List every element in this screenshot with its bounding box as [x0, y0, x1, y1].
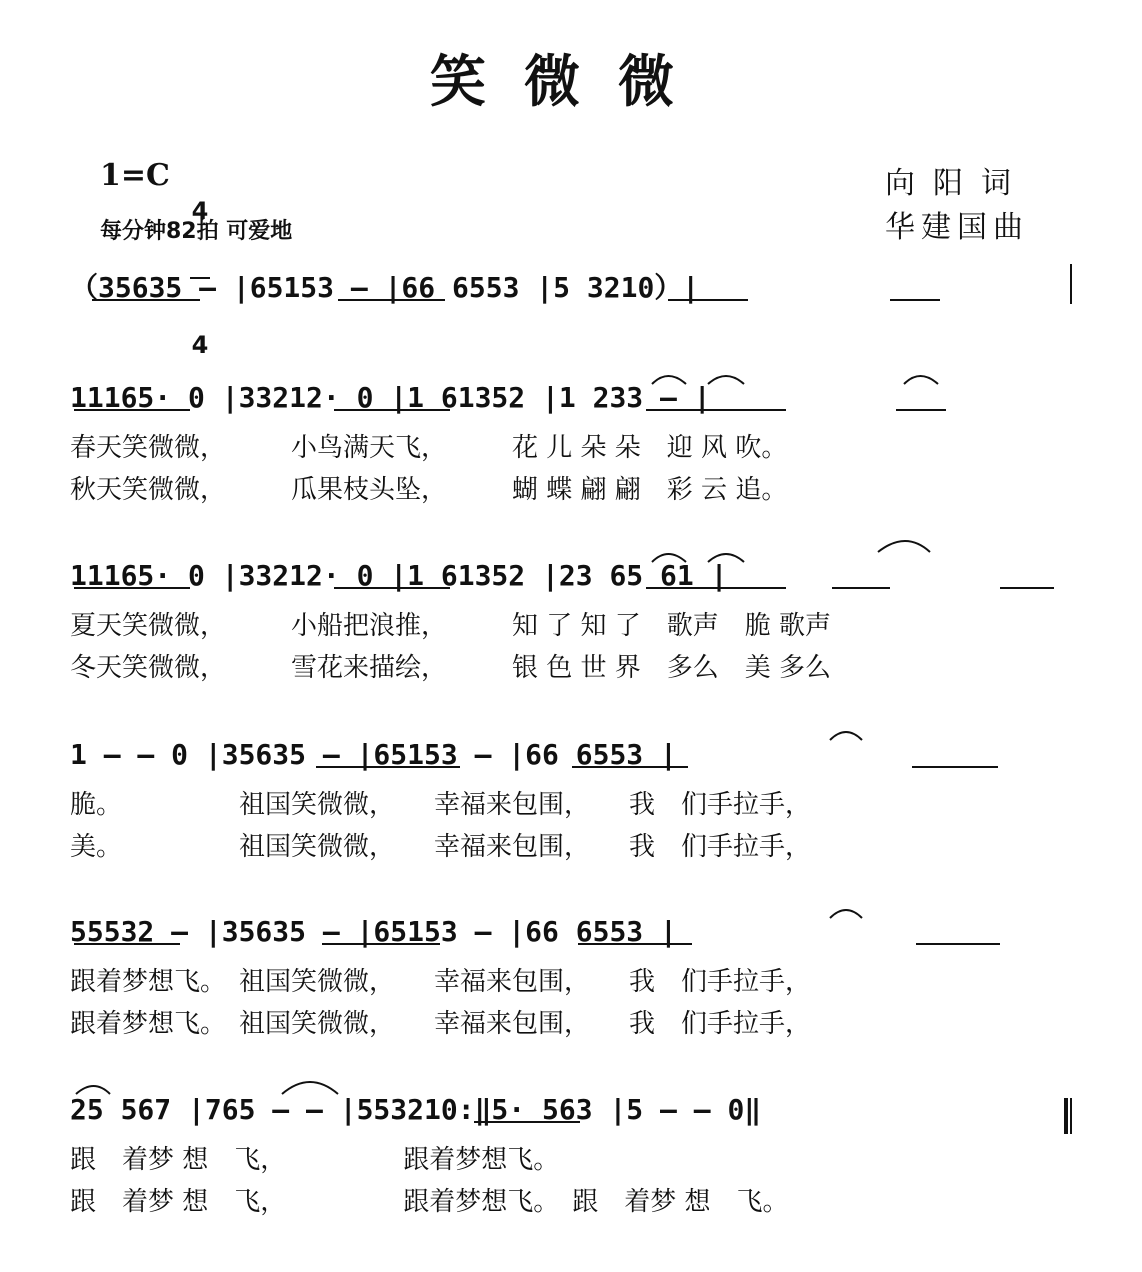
lyric-verse-1: 春天笑微微， 小鸟满天飞， 花 儿 朵 朵 迎 风 吹。 [70, 433, 788, 463]
notation-line: 11165· 0 |33212· 0 |1 61352 |23 65 61 | [70, 559, 728, 592]
slur-mark [708, 554, 744, 562]
slur-mark [76, 1086, 110, 1094]
notation-line: 25 567 |765 – – |553210:‖5· 563 |5 – – 0‖ [70, 1093, 762, 1126]
lyric-verse-1: 跟 着梦 想 飞， 跟着梦想飞。 [70, 1145, 560, 1175]
time-signature-top: 4 [191, 197, 209, 225]
lyric-verse-2: 跟 着梦 想 飞， 跟着梦想飞。 跟 着梦 想 飞。 [70, 1187, 789, 1217]
lyric-verse-2: 冬天笑微微， 雪花来描绘， 银 色 世 界 多么 美 多么 [70, 653, 832, 683]
slur-mark [652, 554, 686, 562]
key-signature: 1=C [100, 158, 170, 193]
lyric-verse-2: 跟着梦想飞。 祖国笑微微， 幸福来包围， 我 们手拉手， [70, 1009, 812, 1039]
notation-line: 55532 – |35635 – |65153 – |66 6553 | [70, 915, 677, 948]
notation-line: 11165· 0 |33212· 0 |1 61352 |1 233 – | [70, 381, 711, 414]
tempo-marking: 每分钟82拍 可爱地 [100, 219, 293, 244]
lyricist-credit: 向阳词 [885, 166, 1029, 201]
final-barline [1070, 1098, 1072, 1134]
slur-mark [830, 910, 862, 918]
lyric-verse-1: 跟着梦想飞。 祖国笑微微， 幸福来包围， 我 们手拉手， [70, 967, 812, 997]
composer-credit: 华建国曲 [885, 210, 1029, 245]
lyric-verse-2: 美。 祖国笑微微， 幸福来包围， 我 们手拉手， [70, 832, 812, 862]
slur-mark [282, 1082, 338, 1094]
notation-line: （35635 – |65153 – |66 6553 |5 3210）| [70, 271, 700, 304]
final-barline [1064, 1098, 1068, 1134]
slur-mark [878, 541, 930, 552]
slur-mark [708, 376, 744, 384]
slur-mark [904, 376, 938, 384]
barline [1070, 264, 1072, 304]
lyric-verse-1: 脆。 祖国笑微微， 幸福来包围， 我 们手拉手， [70, 790, 812, 820]
slur-mark [830, 732, 862, 740]
lyric-verse-2: 秋天笑微微， 瓜果枝头坠， 蝴 蝶 翩 翩 彩 云 追。 [70, 475, 788, 505]
slur-mark [652, 376, 686, 384]
time-signature-bottom: 4 [191, 331, 209, 359]
lyric-verse-1: 夏天笑微微， 小船把浪推， 知 了 知 了 歌声 脆 歌声 [70, 611, 832, 641]
notation-line: 1 – – 0 |35635 – |65153 – |66 6553 | [70, 738, 677, 771]
song-title: 笑微微 [430, 49, 712, 115]
